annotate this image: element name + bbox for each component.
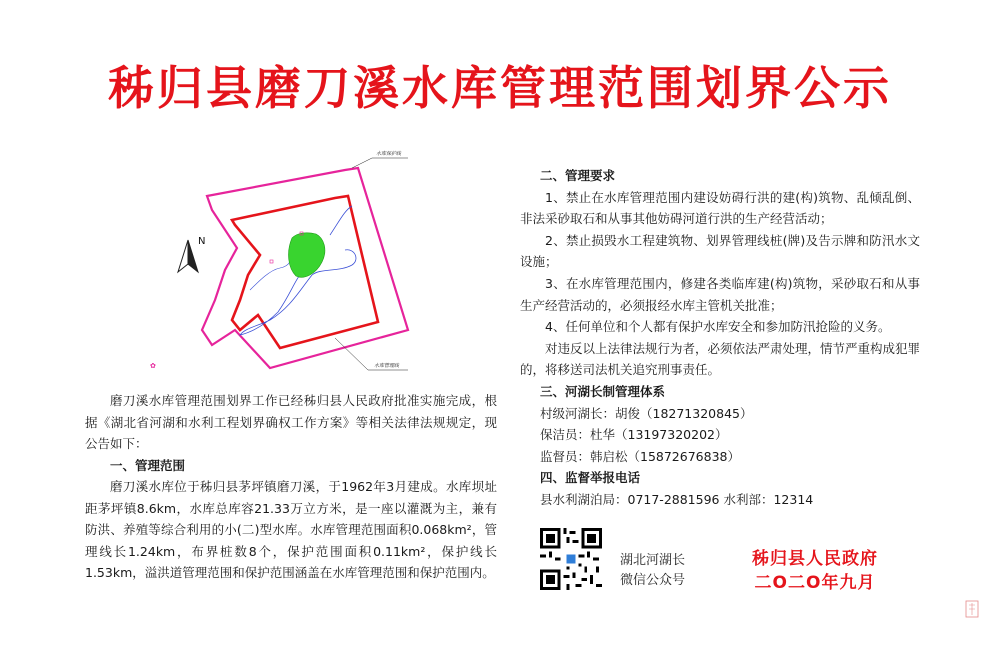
management-line-label: 水库管理线 (374, 363, 400, 369)
wechat-line2: 微信公众号 (620, 573, 686, 588)
penalty-note: 对违反以上法律法规行为者，必须依法严肃处理，情节严重构成犯罪的，将移送司法机关追究刑事责任。 (520, 340, 921, 378)
protection-line-label: 水库保护线 (376, 151, 402, 157)
wechat-line1: 湖北河湖长 (620, 553, 686, 568)
north-label: N (198, 236, 206, 247)
section1-heading: 一、管理范围 (110, 457, 186, 473)
issue-date: 二O二O年九月 (754, 573, 876, 593)
requirement-item: 3、在水库管理范围内，修建各类临库建(构)筑物，采砂取石和从事生产经营活动的，必须报经水库主管机关批准； (520, 275, 920, 313)
issuer-name: 秭归县人民政府 (752, 549, 878, 569)
requirement-item: 4、任何单位和个人都有保护水库安全和参加防汛抢险的义务。 (545, 319, 891, 335)
requirement-item: 2、禁止损毁水工程建筑物、划界管理线桩(牌)及告示牌和防汛水文设施； (520, 232, 920, 270)
hotline-line: 县水利湖泊局：0717-2881596 水利部：12314 (540, 491, 814, 507)
section4-heading: 四、监督举报电话 (540, 470, 641, 486)
boundary-map (140, 140, 440, 380)
intro-paragraph: 磨刀溪水库管理范围划界工作已经秭归县人民政府批准实施完成，根据《湖北省河湖和水利工程划界确权工作方案》等相关法律法规规定，现公告如下： (85, 393, 497, 451)
river-chief-line: 村级河湖长：胡俊（18271320845） (540, 405, 753, 421)
north-arrow-icon (178, 236, 205, 272)
right-column (520, 165, 920, 511)
cleaner-line: 保洁员：杜华（13197320202） (540, 427, 728, 443)
boundary-marker (270, 260, 273, 263)
qr-code-icon (540, 528, 602, 590)
dam-area (289, 233, 325, 277)
reservoir-shoreline (250, 252, 291, 290)
issuer-block (725, 547, 905, 595)
left-column (85, 390, 497, 584)
section1-body: 磨刀溪水库位于秭归县茅坪镇磨刀溪，于1962年3月建成。水库坝址距茅坪镇8.6km，水库总库容21.33万立方米，是一座以灌溉为主，兼有防洪、养殖等综合利用的小(二)型水库。水库管理范围面积0.068km²，管理线长1.24km，布界桩数8个，保护范围面积0.11km²，保护线长1.53km，溢洪道管理范围和保护范围涵盖在水库管理范围和保护范围内。 (85, 479, 497, 580)
page-title: 秭归县磨刀溪水库管理范围划界公示 (108, 61, 892, 115)
map-mark: ✿ (150, 362, 156, 370)
seal-icon (965, 600, 979, 618)
wechat-caption (620, 551, 685, 591)
section2-heading: 二、管理要求 (540, 168, 616, 183)
requirement-item: 1、禁止在水库管理范围内建设妨碍行洪的建(构)筑物、乱倾乱倒、非法采砂取石和从事其他妨碍河道行洪的生产经营活动； (520, 189, 920, 227)
supervisor-line: 监督员：韩启松（15872676838） (540, 448, 740, 464)
section3-heading: 三、河湖长制管理体系 (540, 383, 666, 399)
leader-line (352, 158, 372, 168)
